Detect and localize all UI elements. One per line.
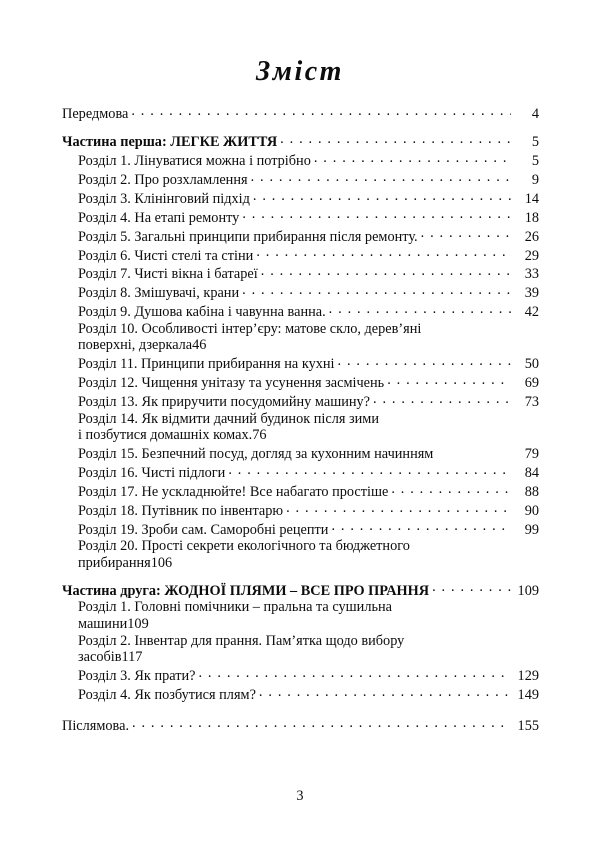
toc-entry-label: Розділ 12. Чищення унітазу та усунення засмічень [78, 375, 385, 392]
toc-entry-label: Частина друга: ЖОДНОЇ ПЛЯМИ – ВСЕ ПРО ПРАННЯ [62, 582, 430, 599]
toc-entry-page: 33 [524, 266, 539, 283]
toc-entry-p1-chapter-7[interactable] [78, 264, 539, 283]
toc-entry-label: Розділ 13. Як приручити посудомийну машину? [78, 394, 370, 411]
dot-leader [242, 283, 511, 297]
toc-entry-p1-chapter-11[interactable] [78, 354, 539, 373]
dot-leader [314, 151, 511, 165]
toc-entry-page: 106 [150, 554, 173, 571]
toc-entry-page: 50 [524, 356, 539, 373]
toc-entry-p1-chapter-20[interactable] [78, 538, 539, 571]
toc-entry-page: 109 [127, 615, 149, 632]
toc-entry-page: 29 [524, 247, 539, 264]
toc-entry-label-line-2: засобів [78, 649, 122, 666]
toc-entry-page: 149 [517, 686, 539, 703]
toc-entry-p1-chapter-8[interactable] [78, 283, 539, 302]
toc-entry-page: 90 [524, 502, 539, 519]
toc-entry-label-line-2: поверхні, дзеркала [78, 337, 193, 354]
toc-entry-label: Розділ 5. Загальні принципи прибирання після ремонту. [78, 228, 418, 245]
spacer [62, 571, 539, 580]
dot-leader [421, 226, 511, 240]
toc-entry-label: Розділ 15. Безпечний посуд, догляд за кухонним начинням [78, 446, 434, 463]
toc-entry-page: 4 [531, 106, 539, 123]
dot-leader [286, 501, 511, 515]
toc-list [62, 104, 539, 734]
toc-entry-page: 26 [524, 228, 539, 245]
dot-leader [256, 245, 511, 259]
dot-leader [131, 104, 511, 118]
toc-entry-label: Частина перша: ЛЕГКЕ ЖИТТЯ [62, 134, 278, 151]
toc-entry-page: 9 [531, 171, 539, 188]
toc-entry-page: 46 [192, 337, 207, 354]
toc-entry-p1-chapter-17[interactable] [78, 482, 539, 501]
toc-entry-page: 84 [524, 465, 539, 482]
toc-entry-page: 42 [524, 304, 539, 321]
toc-entry-label: Розділ 6. Чисті стелі та стіни [78, 247, 254, 264]
toc-entry-label: Розділ 8. Змішувачі, крани [78, 285, 240, 302]
toc-entry-label: Розділ 1. Лінуватися можна і потрібно [78, 153, 311, 170]
toc-entry-page: 69 [524, 375, 539, 392]
toc-entry-page: 109 [517, 582, 539, 599]
toc-entry-label: Розділ 17. Не ускладнюйте! Все набагато простіше [78, 483, 389, 500]
toc-entry-p2-chapter-2[interactable] [78, 633, 539, 666]
dot-leader [253, 189, 511, 203]
toc-entry-page: 18 [524, 209, 539, 226]
toc-entry-p1-chapter-6[interactable] [78, 245, 539, 264]
toc-entry-p1-chapter-5[interactable] [78, 226, 539, 245]
dot-leader [251, 170, 511, 184]
dot-leader [373, 392, 511, 406]
toc-entry-page: 14 [524, 190, 539, 207]
toc-entry-label: Розділ 4. Як позбутися плям? [78, 686, 256, 703]
toc-entry-part-two[interactable] [62, 580, 539, 599]
toc-entry-p1-chapter-9[interactable] [78, 302, 539, 321]
toc-entry-page: 99 [524, 521, 539, 538]
toc-entry-p1-chapter-13[interactable] [78, 392, 539, 411]
toc-entry-label: Передмова [62, 106, 129, 123]
toc-entry-label: Розділ 3. Клінінговий підхід [78, 190, 250, 207]
toc-entry-p1-chapter-10[interactable] [78, 321, 539, 354]
dot-leader [329, 302, 511, 316]
toc-entry-page: 129 [517, 668, 539, 685]
toc-entry-p2-chapter-1[interactable] [78, 599, 539, 632]
toc-entry-label: Розділ 2. Про розхламлення [78, 171, 248, 188]
toc-entry-afterword[interactable] [62, 716, 539, 735]
dot-leader [280, 132, 511, 146]
toc-entry-label-line-2: і позбутися домашніх комах. [78, 427, 253, 444]
dot-leader [436, 444, 510, 458]
toc-entry-p2-chapter-3[interactable] [78, 666, 539, 685]
toc-entry-foreword[interactable] [62, 104, 539, 123]
toc-entry-part-one[interactable] [62, 132, 539, 151]
page-title: Зміст [256, 56, 344, 87]
spacer [62, 123, 539, 132]
toc-entry-p1-chapter-19[interactable] [78, 519, 539, 538]
dot-leader [387, 373, 511, 387]
toc-entry-label: Розділ 9. Душова кабіна і чавунна ванна. [78, 304, 326, 321]
toc-entry-label-line-1: Розділ 2. Інвентар для прання. Пам’ятка щодо вибору [78, 632, 405, 649]
toc-entry-p2-chapter-4[interactable] [78, 685, 539, 704]
page-folio-number: 3 [296, 788, 304, 804]
toc-entry-label: Розділ 4. На етапі ремонту [78, 209, 240, 226]
dot-leader [259, 685, 511, 699]
toc-entry-p1-chapter-18[interactable] [78, 501, 539, 520]
spacer [62, 704, 539, 716]
dot-leader [261, 264, 511, 278]
toc-entry-p1-chapter-1[interactable] [78, 151, 539, 170]
toc-entry-page: 76 [252, 427, 267, 444]
dot-leader [132, 716, 511, 730]
toc-entry-label: Розділ 3. Як прати? [78, 668, 196, 685]
dot-leader [198, 666, 511, 680]
toc-entry-p1-chapter-15[interactable] [78, 444, 539, 463]
toc-entry-label: Післямова. [62, 717, 130, 734]
dot-leader [432, 580, 511, 594]
toc-entry-page: 5 [531, 153, 539, 170]
toc-entry-p1-chapter-12[interactable] [78, 373, 539, 392]
toc-entry-label-line-2: прибирання [78, 554, 151, 571]
toc-entry-label: Розділ 18. Путівник по інвентарю [78, 502, 284, 519]
toc-entry-label: Розділ 19. Зроби сам. Саморобні рецепти [78, 521, 329, 538]
toc-entry-label: Розділ 7. Чисті вікна і батареї [78, 266, 258, 283]
dot-leader [242, 207, 511, 221]
dot-leader [338, 354, 511, 368]
toc-entry-page: 155 [517, 717, 539, 734]
toc-entry-page: 88 [524, 483, 539, 500]
toc-entry-label-line-1: Розділ 14. Як відмити дачний будинок після зими [78, 410, 379, 427]
toc-entry-label: Розділ 16. Чисті підлоги [78, 465, 226, 482]
toc-entry-page: 79 [524, 446, 539, 463]
toc-entry-page: 73 [524, 394, 539, 411]
toc-entry-p1-chapter-2[interactable] [78, 170, 539, 189]
dot-leader [391, 482, 511, 496]
toc-entry-page: 117 [121, 649, 143, 666]
toc-entry-page: 39 [524, 285, 539, 302]
dot-leader [331, 519, 511, 533]
toc-entry-page: 5 [531, 134, 539, 151]
dot-leader [228, 463, 511, 477]
toc-entry-label-line-1: Розділ 10. Особливості інтер’єру: матове скло, дерев’яні [78, 320, 422, 337]
toc-entry-label-line-2: машини [78, 615, 128, 632]
toc-entry-label-line-1: Розділ 20. Прості секрети екологічного та бюджетного [78, 538, 410, 555]
toc-entry-p1-chapter-16[interactable] [78, 463, 539, 482]
toc-entry-p1-chapter-4[interactable] [78, 207, 539, 226]
toc-entry-p1-chapter-14[interactable] [78, 411, 539, 444]
toc-entry-p1-chapter-3[interactable] [78, 189, 539, 208]
toc-entry-label: Розділ 11. Принципи прибирання на кухні [78, 356, 335, 373]
toc-entry-label-line-1: Розділ 1. Головні помічники – пральна та сушильна [78, 599, 392, 616]
